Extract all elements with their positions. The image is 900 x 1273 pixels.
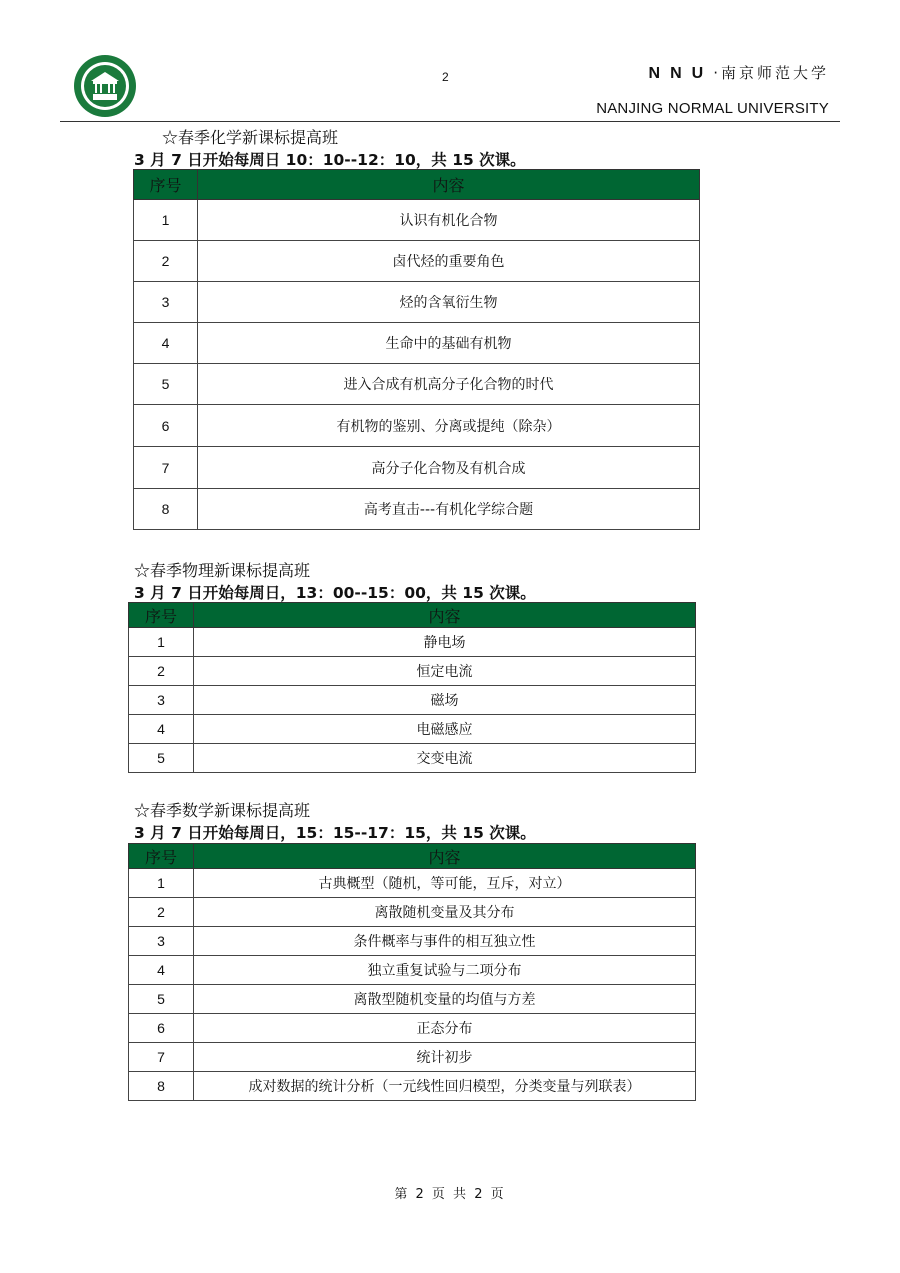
row-number: 4 [134,323,198,364]
row-number: 1 [129,628,194,657]
row-number: 5 [129,744,194,773]
header-divider [60,121,840,122]
physics-schedule: 3 月 7 日开始每周日，13：00--15：00，共 15 次课。 [134,584,536,602]
row-number: 6 [129,1014,194,1043]
row-content: 统计初步 [194,1043,696,1072]
row-number: 3 [129,927,194,956]
row-content: 成对数据的统计分析（一元线性回归模型，分类变量与列联表） [194,1072,696,1101]
col-header-number: 序号 [134,170,198,200]
row-content: 离散随机变量及其分布 [194,898,696,927]
row-content: 离散型随机变量的均值与方差 [194,985,696,1014]
col-header-content: 内容 [198,170,700,200]
row-number: 2 [129,898,194,927]
row-number: 8 [134,489,198,530]
row-number: 4 [129,715,194,744]
row-content: 烃的含氧衍生物 [198,282,700,323]
row-content: 生命中的基础有机物 [198,323,700,364]
chemistry-course-table [133,169,700,530]
row-number: 3 [129,686,194,715]
row-content: 磁场 [194,686,696,715]
row-number: 1 [134,200,198,241]
row-content: 卤代烃的重要角色 [198,241,700,282]
math-section-title: ☆春季数学新课标提高班 [134,801,311,820]
row-number: 2 [129,657,194,686]
row-number: 6 [134,405,198,447]
brand-cn: 南京师范大学 [720,64,829,82]
page-footer: 第 2 页 共 2 页 [394,1187,506,1202]
row-number: 5 [134,364,198,405]
row-content: 认识有机化合物 [198,200,700,241]
row-content: 正态分布 [194,1014,696,1043]
row-number: 3 [134,282,198,323]
row-content: 独立重复试验与二项分布 [194,956,696,985]
row-content: 恒定电流 [194,657,696,686]
chemistry-schedule: 3 月 7 日开始每周日 10：10--12：10，共 15 次课。 [134,151,526,169]
chemistry-section-title: ☆春季化学新课标提高班 [162,128,339,147]
row-content: 高分子化合物及有机合成 [198,447,700,489]
row-number: 5 [129,985,194,1014]
brand-dot: · [713,64,721,82]
university-seal-logo [73,53,137,119]
row-content: 静电场 [194,628,696,657]
physics-course-table [128,602,696,773]
row-number: 2 [134,241,198,282]
col-header-content: 内容 [194,844,696,869]
col-header-number: 序号 [129,603,194,628]
row-content: 交变电流 [194,744,696,773]
row-content: 进入合成有机高分子化合物的时代 [198,364,700,405]
physics-section-title: ☆春季物理新课标提高班 [134,561,311,580]
row-content: 高考直击---有机化学综合题 [198,489,700,530]
col-header-content: 内容 [194,603,696,628]
row-number: 8 [129,1072,194,1101]
university-brand [649,62,829,83]
math-course-table [128,843,696,1101]
brand-english: NANJING NORMAL UNIVERSITY [596,100,829,117]
header-page-number: 2 [442,70,449,84]
row-number: 7 [129,1043,194,1072]
row-number: 7 [134,447,198,489]
row-content: 古典概型（随机，等可能，互斥，对立） [194,869,696,898]
row-content: 条件概率与事件的相互独立性 [194,927,696,956]
math-schedule: 3 月 7 日开始每周日，15：15--17：15，共 15 次课。 [134,824,536,842]
brand-latin: NNU [648,65,714,82]
row-number: 4 [129,956,194,985]
row-content: 有机物的鉴别、分离或提纯（除杂） [198,405,700,447]
row-content: 电磁感应 [194,715,696,744]
col-header-number: 序号 [129,844,194,869]
row-number: 1 [129,869,194,898]
